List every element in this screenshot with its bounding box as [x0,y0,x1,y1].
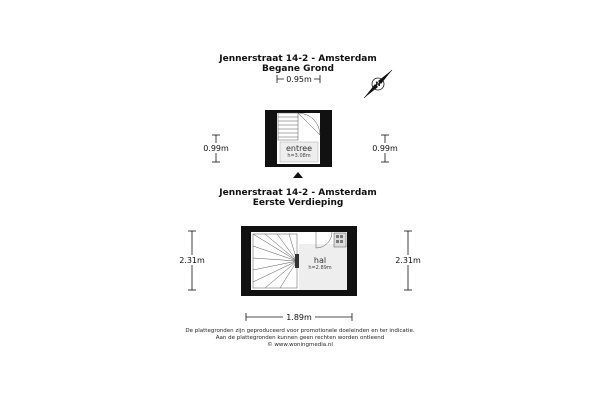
compass-icon [364,70,392,98]
first-floor-name: Eerste Verdieping [252,198,344,208]
first-floor-bottom-label: 1.89m [286,313,312,322]
first-floor-room-name: hal [313,256,327,265]
first-floor-plan [241,226,357,296]
ground-floor-right-dimension [369,135,401,162]
ground-floor-width-dimension [277,74,320,84]
first-floor-address: Jennerstraat 14-2 - Amsterdam [219,188,377,198]
footer-copyright: © www.woningmedia.nl [267,342,333,348]
first-floor-right-dimension [392,231,424,290]
ground-floor-plan [265,110,332,167]
first-floor-bottom-dimension [246,312,352,322]
ground-floor-room-name: entree [285,144,313,153]
ground-floor-width-label: 0.95m [286,75,312,84]
ground-floor-left-dimension [200,135,232,162]
first-floor-left-label: 2.31m [179,256,205,265]
ground-floor-name: Begane Grond [262,64,334,74]
entrance-arrow-icon [293,172,303,178]
footer-disclaimer-line1: De plattegronden zijn geproduceerd voor promotionele doeleinden en ter indicatie. [185,328,415,334]
compass-north-label: N [375,81,381,88]
meter-cupboard-icon [334,233,346,247]
ground-floor-room-height: h=3.08m [287,153,311,159]
first-floor-right-label: 2.31m [395,256,421,265]
ground-floor-right-label: 0.99m [372,144,398,153]
ground-floor-address: Jennerstraat 14-2 - Amsterdam [219,54,377,64]
footer-disclaimer-line2: Aan de plattegronden kunnen geen rechten worden ontleend [215,335,385,341]
ground-floor-left-label: 0.99m [203,144,229,153]
first-floor-room-height: h=2.89m [308,265,332,271]
first-floor-left-dimension [176,231,208,290]
